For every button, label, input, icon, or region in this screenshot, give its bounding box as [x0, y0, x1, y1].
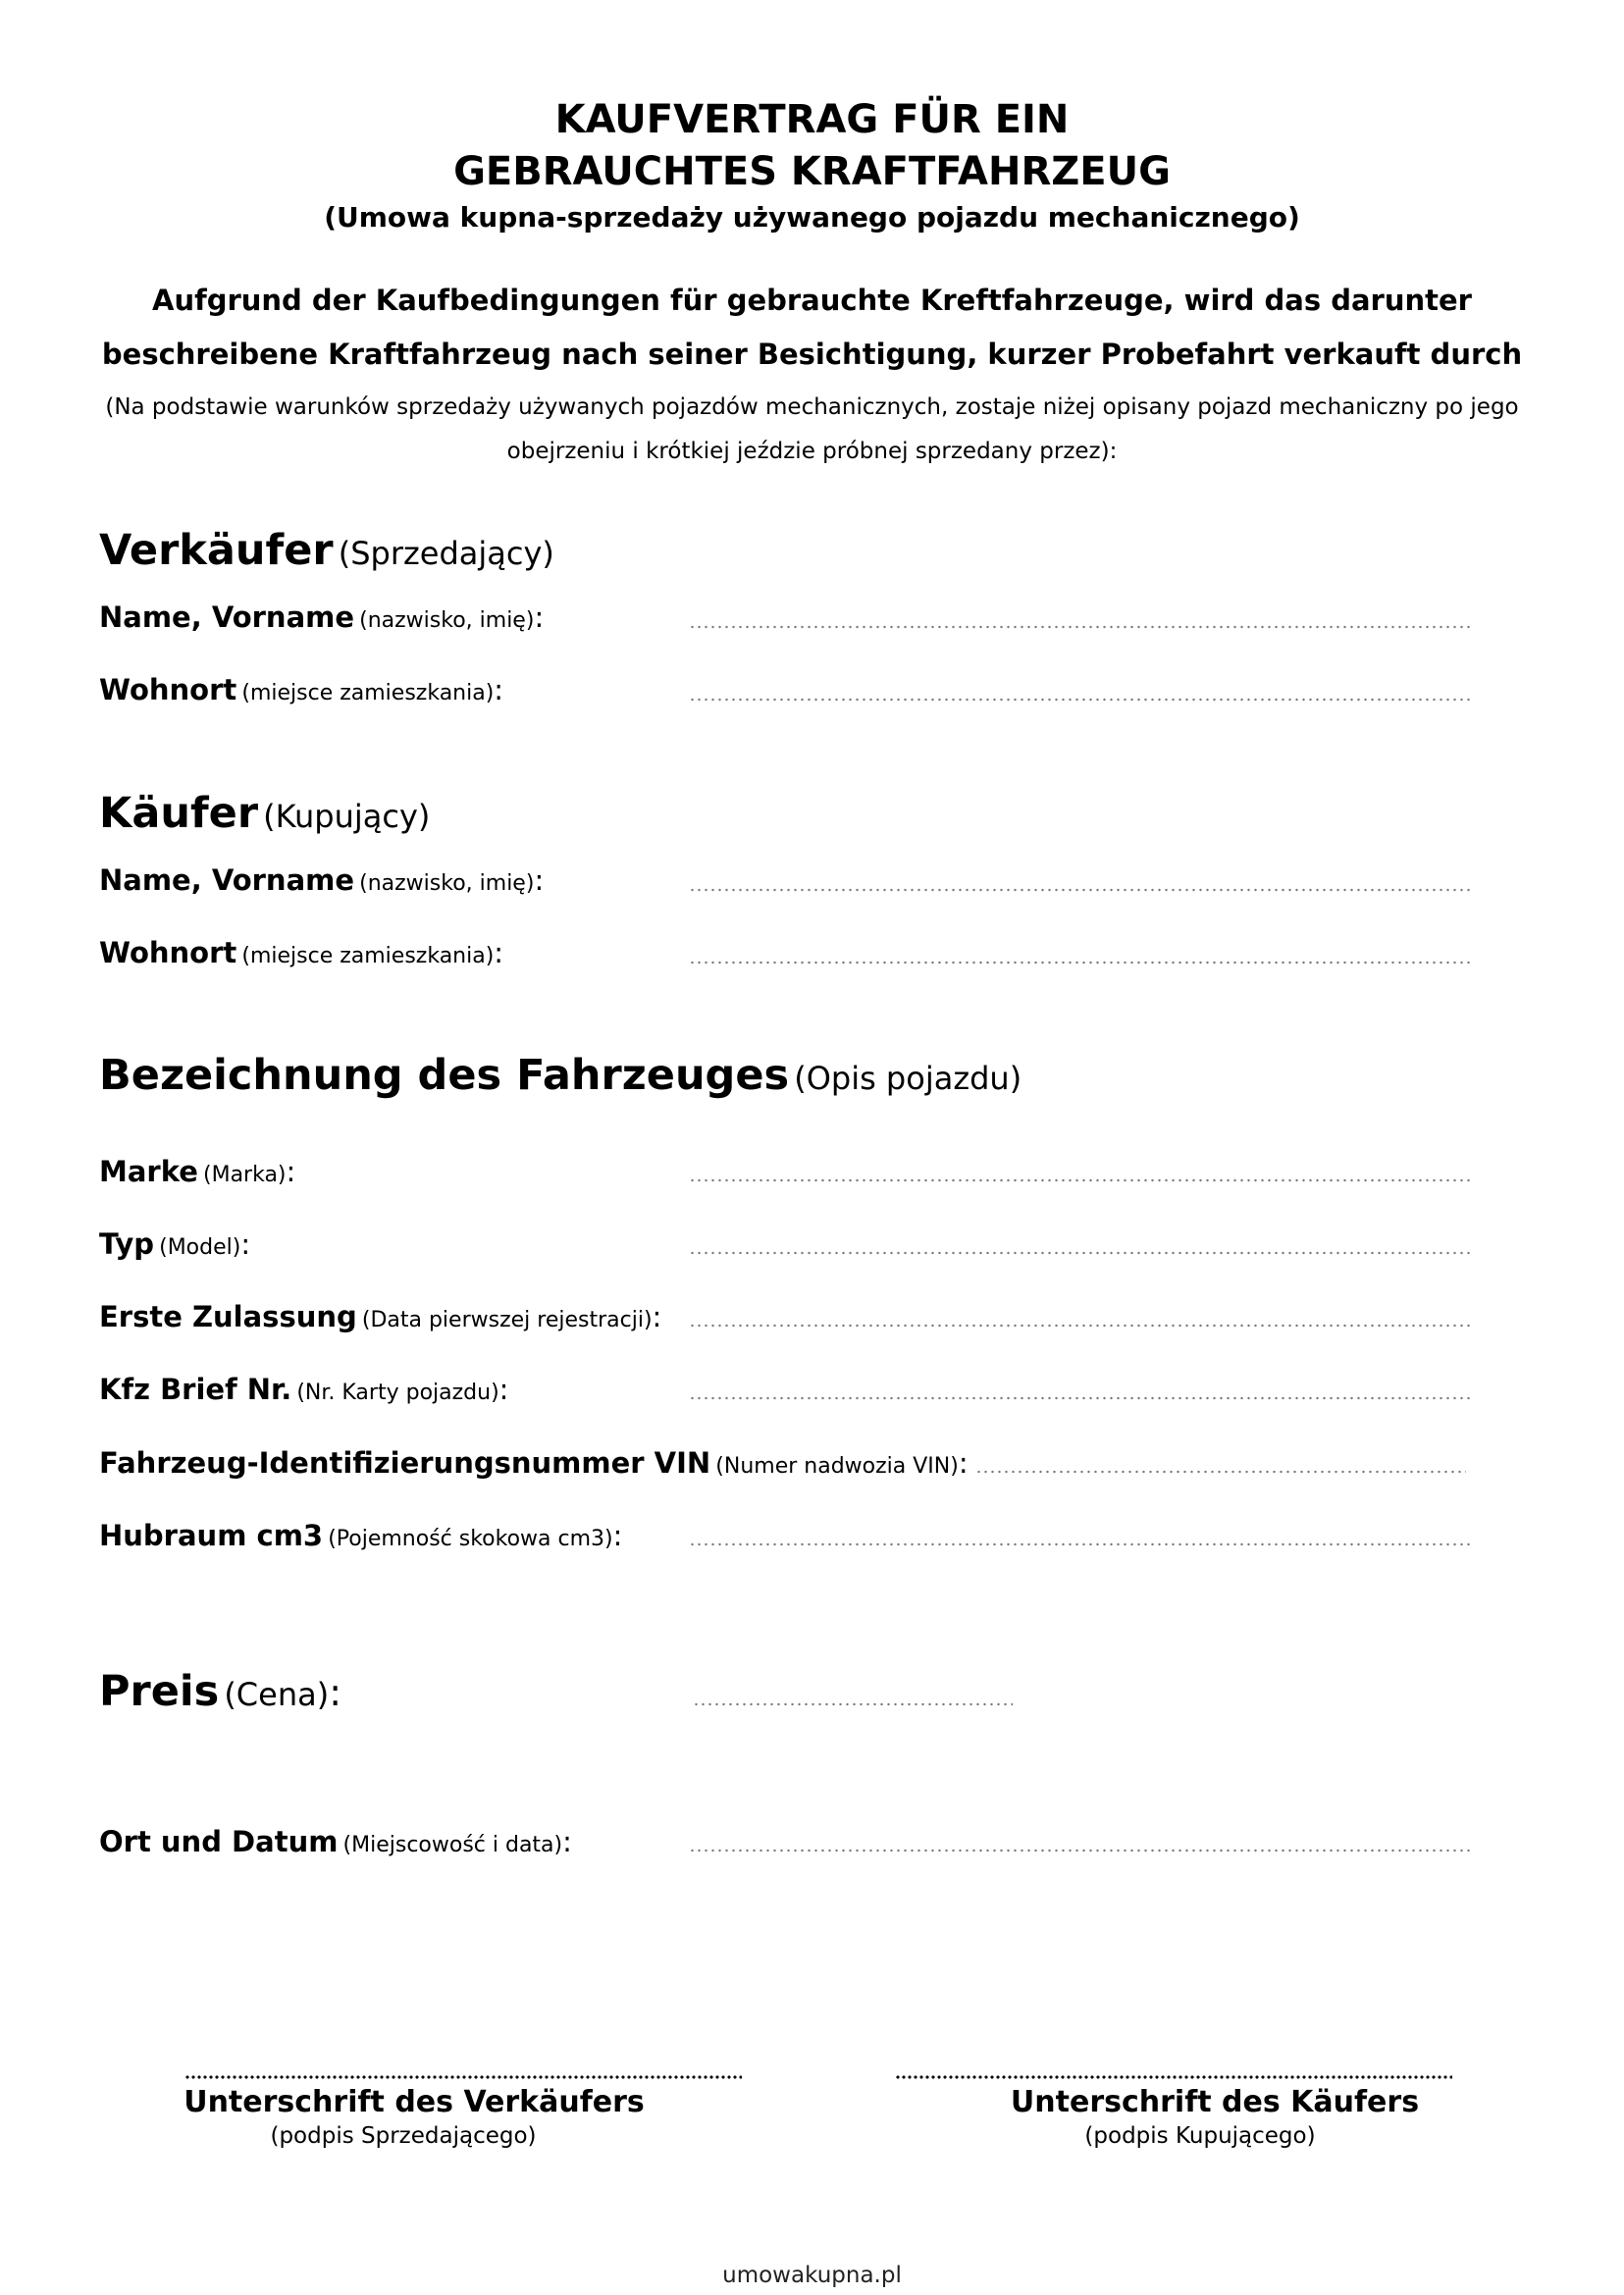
document-title-line-2: GEBRAUCHTES KRAFTFAHRZEUG [453, 149, 1171, 194]
buyer-name-label-de: Name, Vorname [99, 863, 355, 897]
place-date-label [99, 1825, 572, 1858]
vehicle-first-registration-label-pl: (Data pierwszej rejestracji) [361, 1308, 653, 1332]
colon: : [652, 1300, 662, 1333]
vehicle-model-label [99, 1227, 251, 1261]
vehicle-make-field[interactable] [689, 1177, 1474, 1183]
buyer-heading [99, 789, 431, 838]
buyer-address-label-de: Wohnort [99, 936, 237, 969]
buyer-signature-subtitle: (podpis Kupującego) [1084, 2123, 1316, 2149]
colon: : [534, 863, 545, 897]
vehicle-registration-card-label-de: Kfz Brief Nr. [99, 1373, 292, 1406]
buyer-name-field[interactable] [689, 887, 1474, 893]
vehicle-displacement-label [99, 1519, 623, 1552]
buyer-signature-title: Unterschrift des Käufers [1010, 2085, 1420, 2119]
place-date-label-de: Ort und Datum [99, 1825, 339, 1858]
buyer-name-label-pl: (nazwisko, imię) [359, 871, 535, 896]
seller-address-label-pl: (miejsce zamieszkania) [241, 681, 495, 705]
buyer-address-field[interactable] [689, 960, 1474, 965]
place-date-field[interactable] [689, 1848, 1474, 1853]
intro-pl-line-1: (Na podstawie warunków sprzedaży używanych pojazdów mechanicznych, zostaje niżej opisany pojazd mechaniczny po jego [105, 394, 1519, 420]
seller-heading-pl: (Sprzedający) [338, 535, 554, 572]
seller-address-label [99, 673, 504, 706]
vehicle-vin-label [99, 1446, 969, 1480]
intro-de-line-2: beschreibene Kraftfahrzeug nach seiner Besichtigung, kurzer Probefahrt verkauft durch [101, 338, 1523, 371]
seller-heading-de: Verkäufer [99, 526, 334, 575]
vehicle-make-label [99, 1155, 296, 1188]
buyer-heading-pl: (Kupujący) [263, 798, 431, 835]
vehicle-first-registration-field[interactable] [689, 1323, 1474, 1329]
vehicle-heading-de: Bezeichnung des Fahrzeuges [99, 1051, 790, 1100]
vehicle-heading [99, 1051, 1022, 1100]
colon: : [612, 1519, 623, 1552]
vehicle-model-label-pl: (Model) [159, 1235, 241, 1260]
seller-address-field[interactable] [689, 697, 1474, 703]
price-field[interactable] [693, 1701, 1013, 1707]
colon: : [534, 600, 545, 634]
vehicle-displacement-label-pl: (Pojemność skokowa cm3) [328, 1527, 613, 1551]
seller-name-field[interactable] [689, 624, 1474, 630]
vehicle-registration-card-label [99, 1373, 509, 1406]
footer-website: umowakupna.pl [722, 2263, 902, 2288]
buyer-name-label [99, 863, 545, 897]
seller-address-label-de: Wohnort [99, 673, 237, 706]
colon: : [562, 1825, 572, 1858]
buyer-address-label [99, 936, 504, 969]
colon: : [958, 1446, 969, 1480]
vehicle-first-registration-label-de: Erste Zulassung [99, 1300, 357, 1333]
vehicle-model-field[interactable] [689, 1250, 1474, 1256]
colon: : [494, 936, 504, 969]
vehicle-displacement-label-de: Hubraum cm3 [99, 1519, 324, 1552]
place-date-label-pl: (Miejscowość i data) [342, 1833, 563, 1857]
document-subtitle: (Umowa kupna-sprzedaży używanego pojazdu mechanicznego) [324, 201, 1300, 234]
vehicle-make-label-pl: (Marka) [203, 1163, 287, 1187]
price-label-de: Preis [99, 1667, 220, 1716]
seller-name-label [99, 600, 545, 634]
colon: : [329, 1671, 342, 1714]
seller-signature-line[interactable] [184, 2074, 742, 2080]
seller-name-label-de: Name, Vorname [99, 600, 355, 634]
buyer-address-label-pl: (miejsce zamieszkania) [241, 944, 495, 968]
vehicle-displacement-field[interactable] [689, 1541, 1474, 1547]
colon: : [494, 673, 504, 706]
vehicle-registration-card-label-pl: (Nr. Karty pojazdu) [296, 1381, 499, 1405]
price-label-pl: (Cena) [224, 1676, 330, 1713]
vehicle-vin-label-de: Fahrzeug-Identifizierungsnummer VIN [99, 1446, 711, 1480]
vehicle-vin-field[interactable] [975, 1469, 1466, 1475]
seller-heading [99, 526, 554, 575]
vehicle-vin-label-pl: (Numer nadwozia VIN) [715, 1454, 959, 1479]
document-title-line-1: KAUFVERTRAG FÜR EIN [554, 97, 1070, 142]
vehicle-make-label-de: Marke [99, 1155, 198, 1188]
seller-signature-subtitle: (podpis Sprzedającego) [270, 2123, 537, 2149]
colon: : [240, 1227, 251, 1261]
seller-signature-title: Unterschrift des Verkäufers [183, 2085, 645, 2119]
vehicle-registration-card-field[interactable] [689, 1395, 1474, 1401]
vehicle-first-registration-label [99, 1300, 662, 1333]
seller-name-label-pl: (nazwisko, imię) [359, 608, 535, 633]
vehicle-model-label-de: Typ [99, 1227, 155, 1261]
colon: : [286, 1155, 296, 1188]
buyer-heading-de: Käufer [99, 789, 259, 838]
buyer-signature-line[interactable] [895, 2074, 1452, 2080]
vehicle-heading-pl: (Opis pojazdu) [794, 1060, 1022, 1097]
intro-de-line-1: Aufgrund der Kaufbedingungen für gebrauchte Kreftfahrzeuge, wird das darunter [152, 284, 1472, 317]
intro-pl-line-2: obejrzeniu i krótkiej jeździe próbnej sprzedany przez): [506, 439, 1118, 464]
colon: : [498, 1373, 509, 1406]
price-label [99, 1667, 342, 1716]
